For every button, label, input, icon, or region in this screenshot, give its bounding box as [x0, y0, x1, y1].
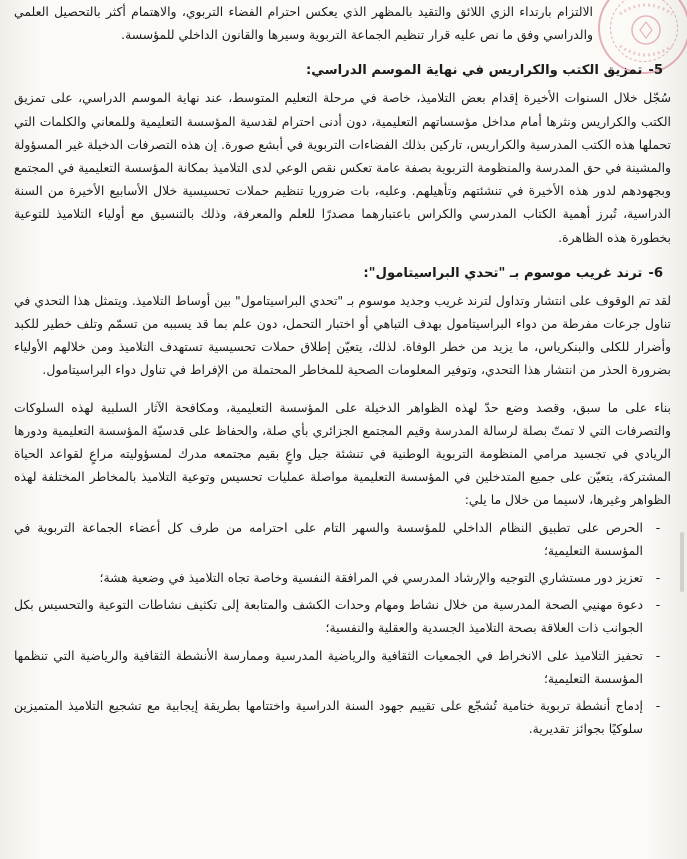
bullet-dash: -: [655, 570, 661, 586]
list-item-text: دعوة مهنيي الصحة المدرسية من خلال نشاط ومهام وحدات الكشف والمتابعة إلى تكثيف نشاطات التوعية والتحسيس بكل الجوانب ذات العلاقة بصحة التلاميذ الجسدية والعقلية والنفسية؛: [14, 597, 643, 636]
list-item-text: إدماج أنشطة تربوية ختامية تُشجّع على تقييم جهود السنة الدراسية واختتامها بطريقة إيجابية مع تشجيع التلاميذ المتميزين سلوكيًا بجوائز تقديرية.: [14, 698, 643, 737]
list-item: [14, 694, 671, 740]
list-item: [14, 566, 671, 589]
bullet-dash: -: [655, 647, 661, 663]
section-6-title: ترند غريب موسوم بـ "تحدي البراسيتامول":: [363, 265, 643, 281]
section-5-paragraph: سُجّل خلال السنوات الأخيرة إقدام بعض التلاميذ، خاصة في مرحلة التعليم المتوسط، عند نهاية الموسم الدراسي، على تمزيق الكتب والكراريس ونثرها أمام مداخل مؤسساتهم التعليمية، دون أدنى احترام لقدسية المؤسسة التعليمية وللمعاني والكلمات التي تحملها هذه الكتب المدرسية والكراريس، تاركين بذلك الفضاءات التربوية في أبشع صورة. إن هذه التصرفات الدخيلة غير المسؤولة والمشينة في حق المدرسة والمنظومة التربوية بصفة عامة تعكس نقص الوعي لدى التلاميذ بمكانة المؤسسة التعليمية في المجتمع وبجهودهم لدور هذه الأخيرة في تنشئتهم وتأهيلهم. وعليه، بات ضروريا تنظيم حملات تحسيسية خلال الأسابيع الأخيرة من السنة الدراسية، تُبرز أهمية الكتاب المدرسي والكراس باعتبارهما مصدرًا للعلم والمعرفة، وذلك بالتنسيق مع أولياء التلاميذ للتوعية بخطورة هذه الظاهرة.: [14, 90, 671, 245]
spacer: [14, 382, 671, 396]
list-item: [14, 516, 671, 562]
recommendations-list: [14, 516, 671, 741]
section-6-paragraph: لقد تم الوقوف على انتشار وتداول لترند غريب وجديد موسوم بـ "تحدي البراسيتامول" بين أوساط التلاميذ. ويتمثل هذا التحدي في تناول جرعات مفرطة من دواء البراسيتامول بهدف التباهي أو اختبار التحمل، دون علم بما قد يسببه من تسمّم وتلف خطير للكبد وأضرار للكلى والبنكرياس، ما يزيد من خطر الوفاة. لذلك، يتعيّن إطلاق حملات تحسيسية تستهدف التلاميذ ومن خلالهم الأولياء بضرورة الحذر من انتشار هذا التحدي، وتوفير المعلومات الصحية للمخاطر المحتملة من الإفراط في تناول دواء البراسيتامول.: [14, 292, 671, 378]
section-5-heading: [14, 60, 663, 82]
document-body: [14, 0, 671, 740]
list-item: [14, 644, 671, 690]
scrollbar[interactable]: [680, 532, 684, 592]
list-item: [14, 593, 671, 639]
conclusion-paragraph: بناء على ما سبق، وقصد وضع حدّ لهذه الظواهر الدخيلة على المؤسسة التعليمية، ومكافحة الآثار السلبية لهذه السلوكات والتصرفات التي لا تمتّ بصلة لرسالة المدرسة وقيم المجتمع الجزائري بأي صلة، والحفاظ على قدسيّة المؤسسة التعليمية ودورها الريادي في تجسيد مرامي المنظومة التربوية الوطنية في تنشئة جيل واعٍ بقيم مجتمعه مدرك لمسؤوليته مراعٍ لقواعد الحياة المشتركة، يتعيّن على جميع المتدخلين في المؤسسة التعليمية مواصلة عمليات تحسيس وتوعية التلاميذ بالمخاطر المختلفة لهذه الظواهر وغيرها، لاسيما من خلال ما يلي:: [14, 399, 671, 508]
bullet-dash: -: [655, 519, 661, 535]
list-item-text: تحفيز التلاميذ على الانخراط في الجمعيات الثقافية والرياضية المدرسية وممارسة الأنشطة الثقافية والرياضية التي تنظمها المؤسسة التعليمية؛: [14, 647, 643, 686]
section-6-number: 6-: [648, 265, 663, 281]
bullet-dash: -: [655, 597, 661, 613]
bullet-dash: -: [655, 698, 661, 714]
section-5-title: تمزيق الكتب والكراريس في نهاية الموسم الدراسي:: [306, 63, 643, 79]
list-item-text: الحرص على تطبيق النظام الداخلي للمؤسسة والسهر التام على احترامه من طرف كل أعضاء الجماعة التربوية في المؤسسة التعليمية؛: [14, 519, 643, 558]
section-6-heading: [14, 263, 663, 285]
section-5-number: 5-: [648, 63, 663, 79]
intro-paragraph: الالتزام بارتداء الزي اللائق والتقيد بالمظهر الذي يعكس احترام الفضاء التربوي، والاهتمام أكثر بالتحصيل العلمي والدراسي وفق ما نص عليه قرار تنظيم الجماعة التربوية وسيرها والقانون الداخلي للمؤسسة.: [14, 4, 593, 43]
list-item-text: تعزيز دور مستشاري التوجيه والإرشاد المدرسي في المرافقة النفسية وخاصة تجاه التلاميذ في وضعية هشة؛: [99, 570, 643, 586]
